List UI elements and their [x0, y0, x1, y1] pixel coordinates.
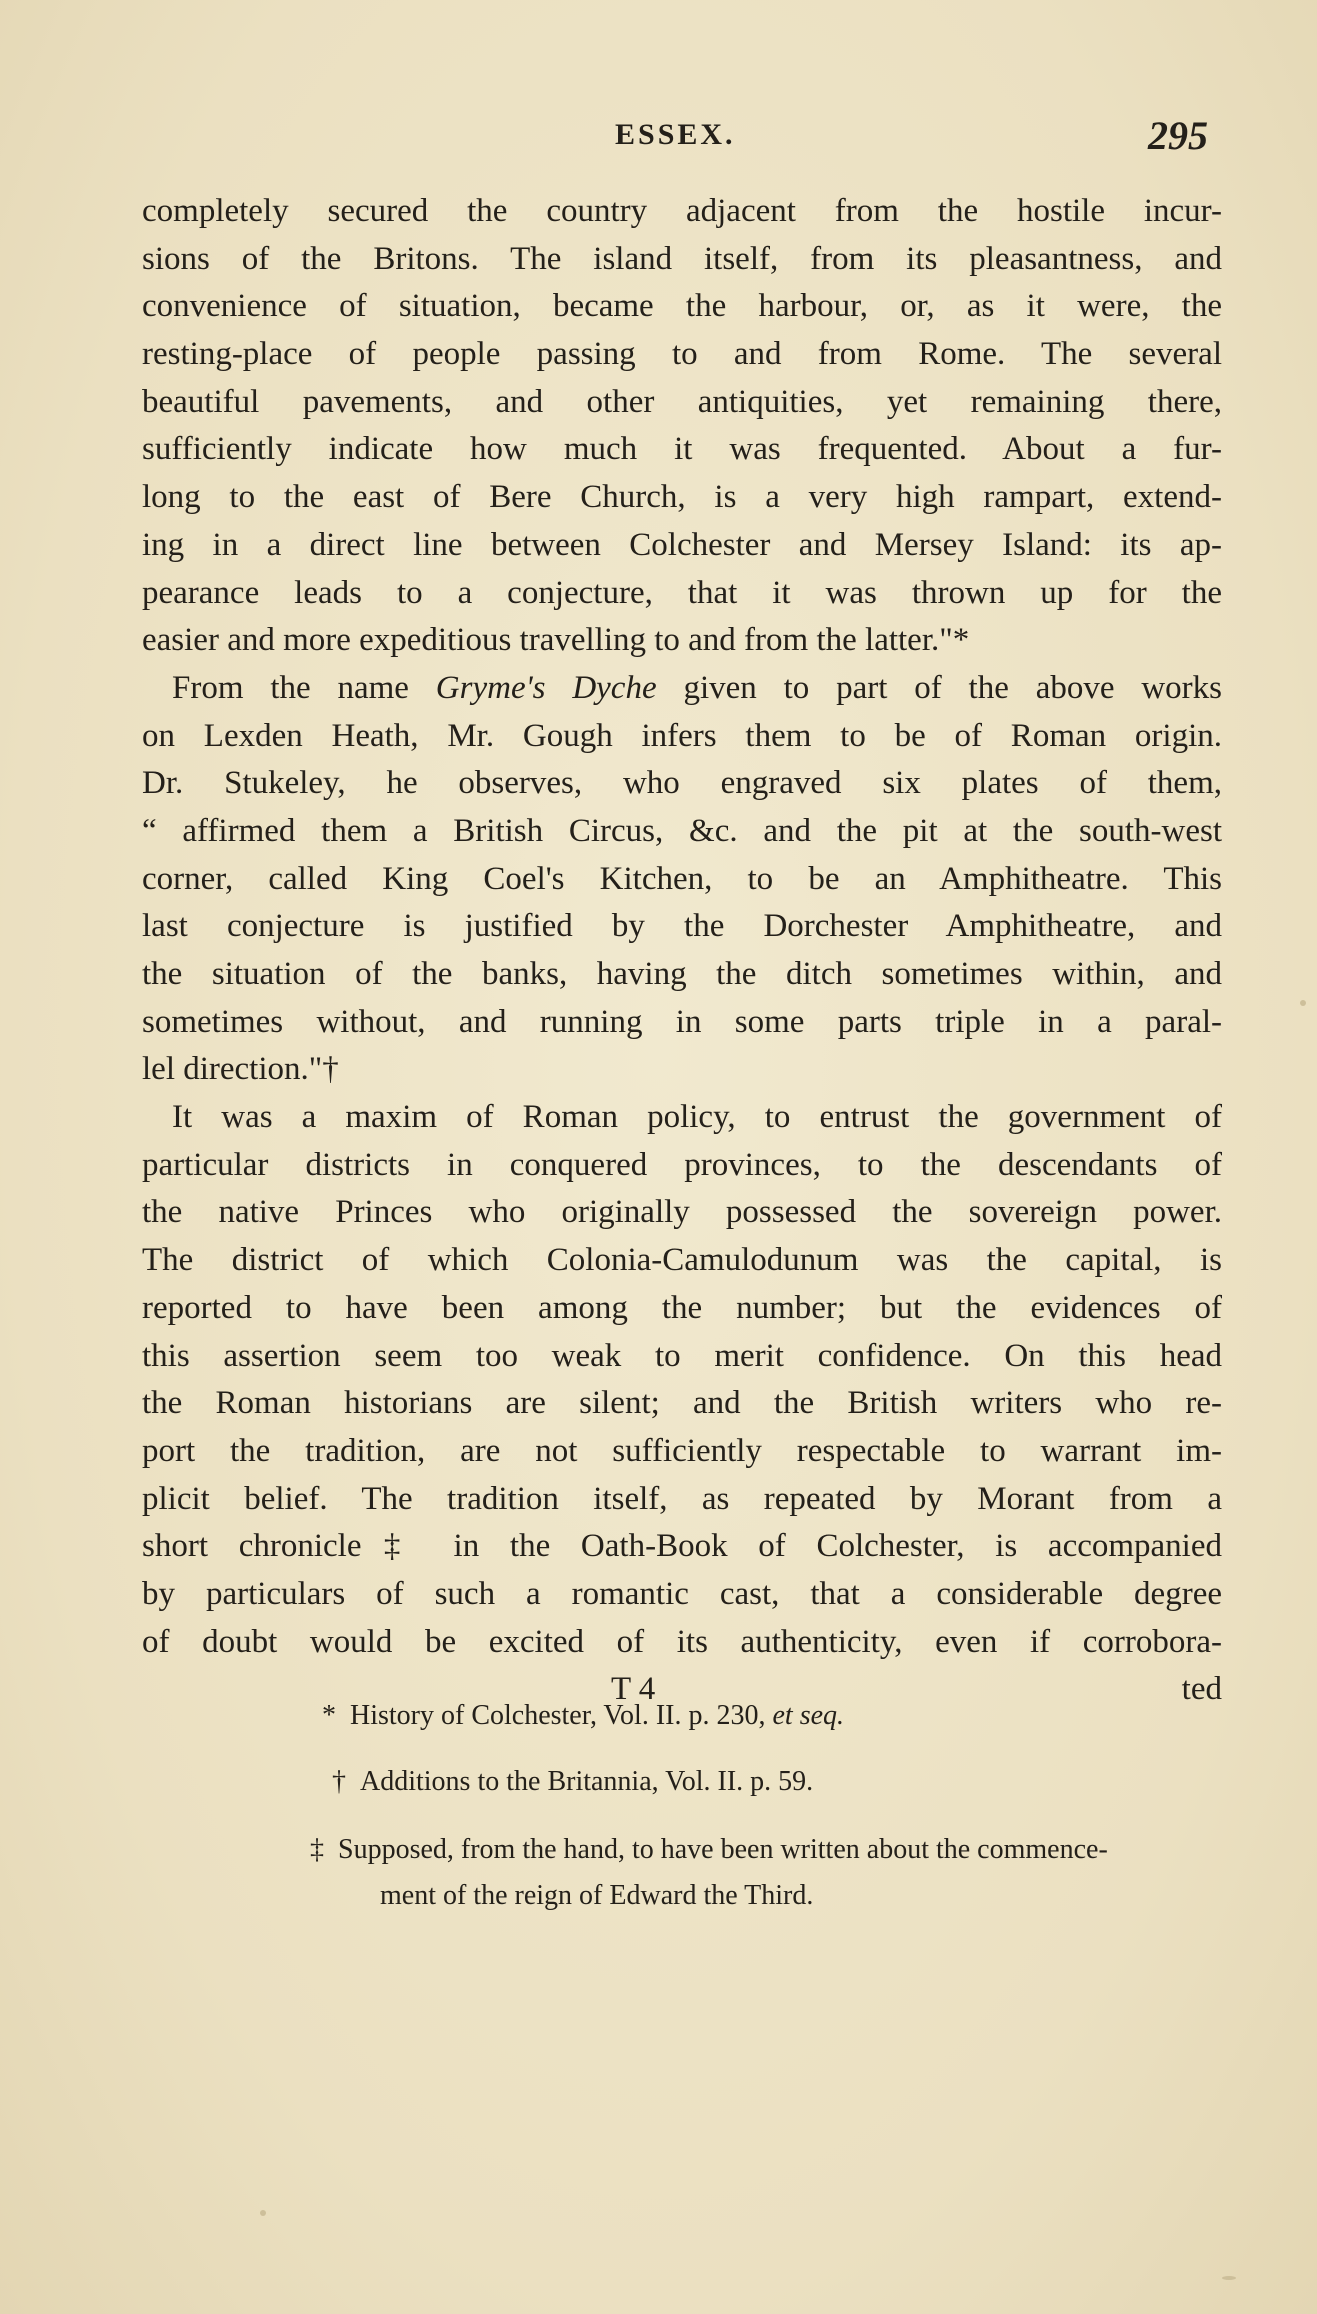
paper-speck: [260, 2210, 266, 2216]
footnote-symbol: *: [322, 1700, 336, 1731]
text-line: plicit belief. The tradition itself, as repeated by Morant from a: [142, 1480, 1222, 1517]
text-line: last conjecture is justified by the Dorchester Amphitheatre, and: [142, 908, 1222, 945]
text-line-paragraph-start: It was a maxim of Roman policy, to entrust the government of: [172, 1099, 1222, 1136]
text-line: sometimes without, and running in some parts triple in a paral-: [142, 1003, 1222, 1040]
footnote-text: Additions to the Britannia, Vol. II. p. 59.: [360, 1766, 814, 1797]
footnote-3: [310, 1834, 1108, 1866]
running-head: ESSEX.: [615, 118, 736, 151]
text-line: beautiful pavements, and other antiquities, yet remaining there,: [142, 383, 1222, 420]
text-line: port the tradition, are not sufficiently respectable to warrant im-: [142, 1432, 1222, 1469]
text-line: The district of which Colonia-Camulodunum was the capital, is: [142, 1242, 1222, 1279]
text-line: convenience of situation, became the harbour, or, as it were, the: [142, 288, 1222, 325]
footnote-1: [322, 1700, 844, 1732]
text-line: long to the east of Bere Church, is a very high rampart, extend-: [142, 479, 1222, 516]
place-name-italic: Gryme's Dyche: [435, 669, 657, 706]
text-line-paragraph-start: [142, 665, 1222, 713]
text-line: sions of the Britons. The island itself, from its pleasantness, and: [142, 240, 1222, 277]
line-segment: From the name: [172, 669, 436, 706]
footnote-symbol: †: [332, 1766, 346, 1797]
footnote-3-continuation: ment of the reign of Edward the Third.: [380, 1880, 814, 1911]
text-line: of doubt would be excited of its authenticity, even if corrobora-: [142, 1623, 1222, 1660]
text-line: completely secured the country adjacent from the hostile incur-: [142, 193, 1222, 229]
footnote-text: History of Colchester, Vol. II. p. 230,: [350, 1700, 766, 1731]
body-text: [142, 188, 1222, 1714]
text-line: on Lexden Heath, Mr. Gough infers them to be of Roman origin.: [142, 717, 1222, 754]
text-line: “ affirmed them a British Circus, &c. and the pit at the south-west: [142, 812, 1222, 849]
footnote-2: [332, 1766, 813, 1798]
footnote-italic: et seq.: [772, 1700, 845, 1731]
text-line: ing in a direct line between Colchester and Mersey Island: its ap-: [142, 526, 1222, 563]
text-line: Dr. Stukeley, he observes, who engraved six plates of them,: [142, 765, 1222, 802]
text-line: short chronicle‡ in the Oath-Book of Colchester, is accompanied: [142, 1528, 1222, 1565]
text-line: sufficiently indicate how much it was frequented. About a fur-: [142, 431, 1222, 468]
text-line: particular districts in conquered provinces, to the descendants of: [142, 1146, 1222, 1183]
text-line: lel direction."†: [142, 1051, 339, 1088]
signature-mark: T 4: [611, 1671, 656, 1708]
paper-speck: [1222, 2276, 1236, 2280]
footnote-symbol: ‡: [310, 1834, 324, 1865]
text-line: the native Princes who originally possessed the sovereign power.: [142, 1194, 1222, 1231]
text-line: corner, called King Coel's Kitchen, to be an Amphitheatre. This: [142, 860, 1222, 897]
catchword: ted: [1181, 1671, 1222, 1708]
text-line: pearance leads to a conjecture, that it was thrown up for the: [142, 574, 1222, 611]
text-line: the situation of the banks, having the ditch sometimes within, and: [142, 956, 1222, 992]
page-number: 295: [1148, 113, 1208, 158]
text-line: reported to have been among the number; but the evidences of: [142, 1289, 1222, 1326]
line-segment: given to part of the above works: [656, 669, 1222, 706]
text-line: resting-place of people passing to and from Rome. The several: [142, 336, 1222, 373]
text-line: easier and more expeditious travelling to and from the latter."*: [142, 622, 970, 659]
footnote-text: Supposed, from the hand, to have been written about the commence-: [338, 1834, 1108, 1865]
paper-speck: [1300, 1000, 1306, 1006]
text-line: this assertion seem too weak to merit confidence. On this head: [142, 1337, 1222, 1374]
text-line: the Roman historians are silent; and the British writers who re-: [142, 1385, 1222, 1422]
text-line: by particulars of such a romantic cast, that a considerable degree: [142, 1575, 1222, 1612]
page-header: [0, 112, 1317, 160]
